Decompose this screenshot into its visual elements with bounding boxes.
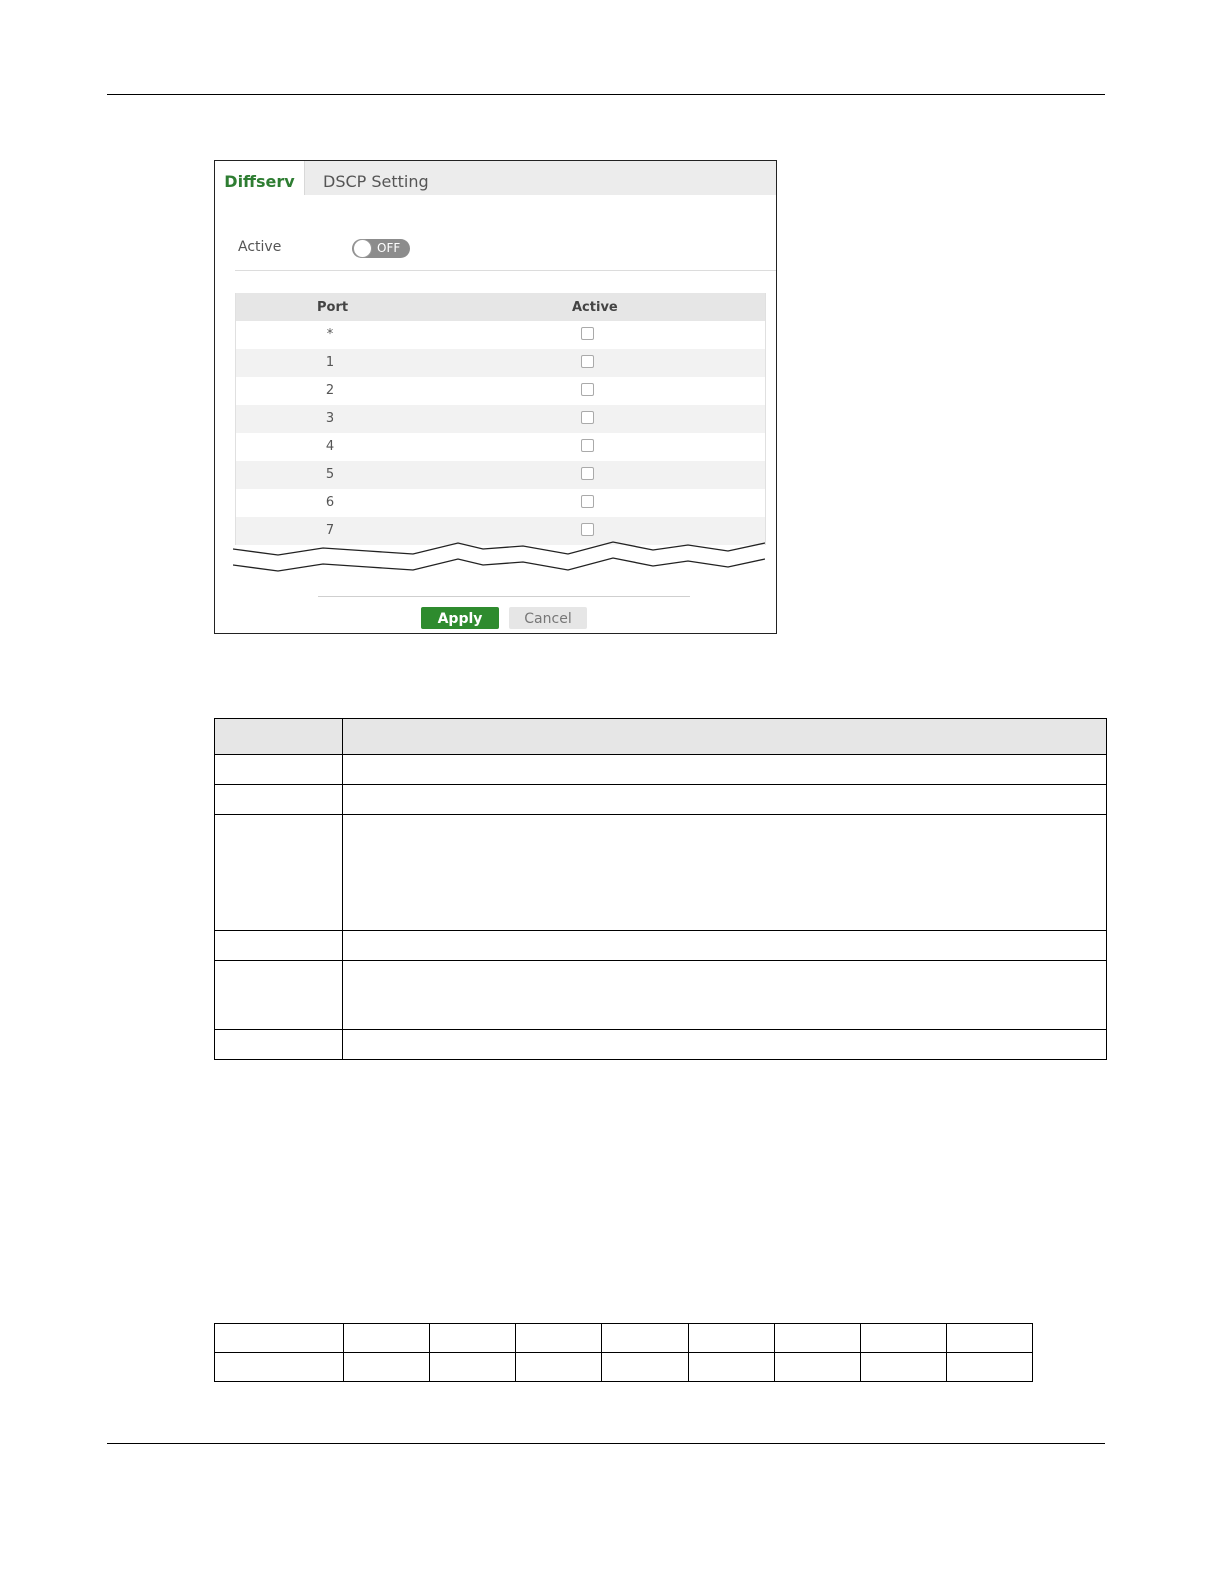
field-description-table (214, 718, 1107, 1060)
footer-rule (107, 1443, 1105, 1444)
table-break-mark (233, 538, 765, 574)
table-row (236, 489, 765, 517)
section-divider (235, 270, 776, 271)
port-number: * (326, 327, 334, 342)
cancel-button[interactable]: Cancel (509, 607, 587, 629)
port-active-checkbox[interactable] (581, 411, 594, 424)
port-number: 3 (325, 411, 335, 426)
active-toggle[interactable] (352, 239, 410, 258)
toggle-state-text: OFF (377, 241, 401, 255)
port-active-checkbox[interactable] (581, 355, 594, 368)
table-row (215, 1353, 1033, 1382)
toggle-knob (353, 239, 372, 258)
mapping-grid-table (214, 1323, 1033, 1382)
table-row (215, 961, 1107, 1030)
diffserv-screenshot-panel (214, 160, 777, 634)
table-row (215, 931, 1107, 961)
table-row (215, 1030, 1107, 1060)
table-row (236, 461, 765, 489)
table-row (215, 755, 1107, 785)
apply-button[interactable]: Apply (421, 607, 499, 629)
port-active-checkbox[interactable] (581, 467, 594, 480)
table-row (236, 321, 765, 349)
port-number: 1 (325, 355, 335, 370)
tab-diffserv[interactable]: Diffserv (215, 161, 305, 195)
table-row (236, 433, 765, 461)
port-number: 4 (325, 439, 335, 454)
port-number: 5 (325, 467, 335, 482)
port-active-checkbox[interactable] (581, 327, 594, 340)
table-row (236, 405, 765, 433)
port-table (235, 293, 766, 545)
port-table-header (236, 293, 765, 321)
port-active-checkbox[interactable] (581, 523, 594, 536)
port-number: 7 (325, 523, 335, 538)
table-row (236, 349, 765, 377)
table-row (215, 1324, 1033, 1353)
column-header-port: Port (317, 300, 349, 315)
port-number: 2 (325, 383, 335, 398)
table-row (236, 377, 765, 405)
header-rule (107, 94, 1105, 95)
port-active-checkbox[interactable] (581, 383, 594, 396)
tab-dscp-setting[interactable]: DSCP Setting (323, 172, 429, 191)
table-row (215, 815, 1107, 931)
tab-bar (215, 161, 776, 195)
port-active-checkbox[interactable] (581, 439, 594, 452)
port-number: 6 (325, 495, 335, 510)
table-row (215, 785, 1107, 815)
button-divider (318, 596, 690, 597)
port-active-checkbox[interactable] (581, 495, 594, 508)
column-header-active: Active (572, 300, 618, 315)
active-label: Active (238, 239, 282, 255)
table-header-row (215, 719, 1107, 755)
